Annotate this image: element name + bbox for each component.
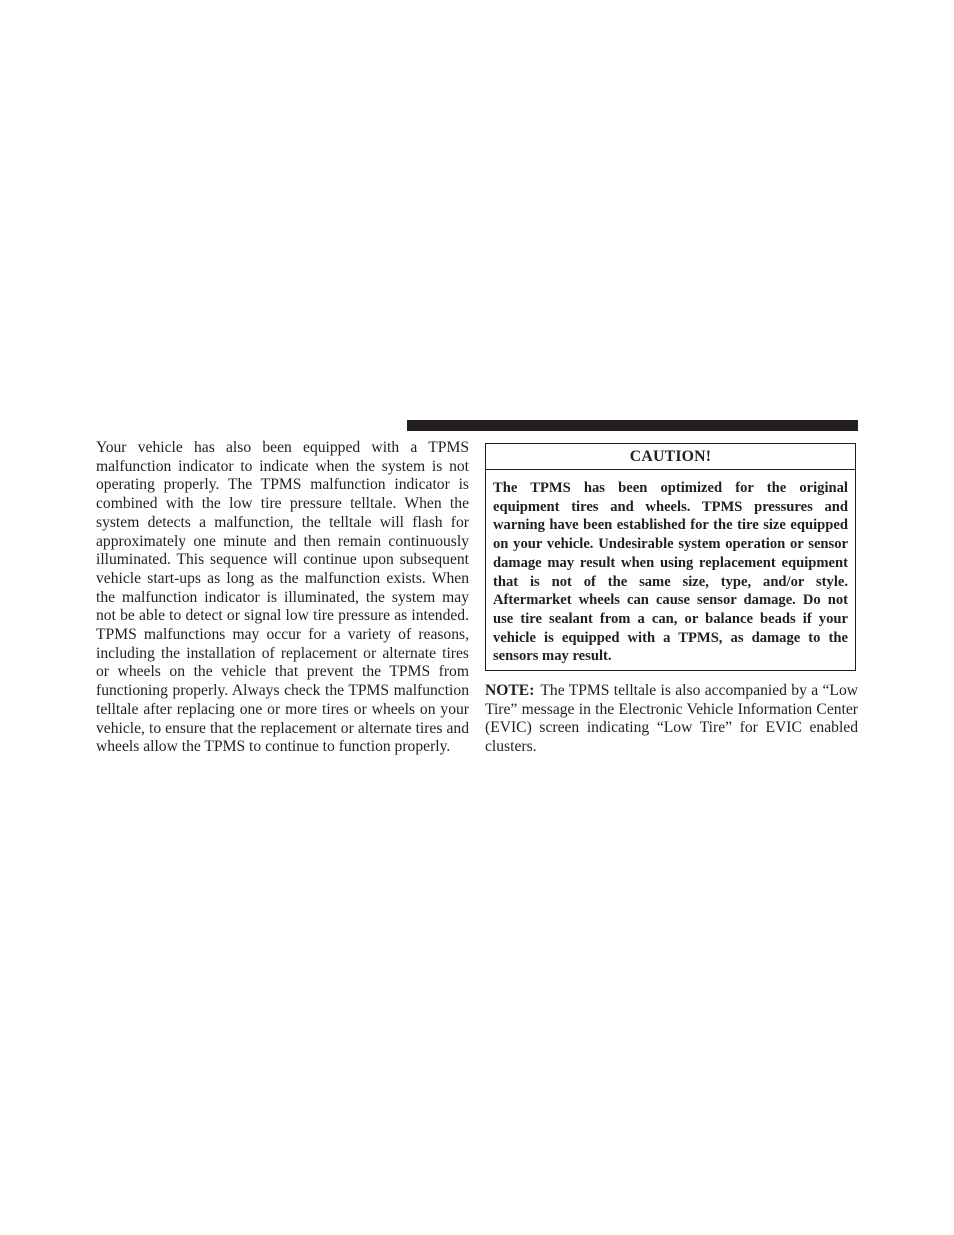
- note-paragraph: [485, 682, 858, 757]
- note-text: The TPMS telltale is also accompanied by a “Low Tire” message in the Electronic Vehicle Information Center (EVIC) screen indicating “Low Tire” for EVIC enabled clusters.: [485, 682, 858, 756]
- caution-box: [485, 443, 856, 671]
- caution-title: CAUTION!: [486, 444, 855, 470]
- section-header-bar: [407, 420, 858, 431]
- tpms-malfunction-paragraph: Your vehicle has also been equipped with a TPMS malfunction indicator to indicate when the system is not operating properly. The TPMS malfunction indicator is combined with the low tire pressure telltale. When the system detects a malfunction, the telltale will flash for approximately one minute and then remain continuously illuminated. This sequence will continue upon subsequent vehicle start-ups as long as the malfunction exists. When the malfunction indicator is illuminated, the system may not be able to detect or signal low tire pressure as intended. TPMS malfunctions may occur for a variety of reasons, including the installation of replacement or alternate tires or wheels on the vehicle that prevent the TPMS from functioning properly. Always check the TPMS malfunction telltale after replacing one or more tires or wheels on your vehicle, to ensure that the replacement or alternate tires and wheels allow the TPMS to continue to function properly.: [96, 439, 469, 756]
- caution-body: The TPMS has been optimized for the original equipment tires and wheels. TPMS pressures and warning have been established for the tire size equipped on your vehicle. Undesirable system operation or sensor damage may result when using replacement equipment that is not of the same size, type, and/or style. Aftermarket wheels can cause sensor damage. Do not use tire sealant from a can, or balance beads if your vehicle is equipped with a TPMS, as damage to the sensors may result.: [493, 480, 848, 665]
- note-label: NOTE:: [485, 682, 535, 699]
